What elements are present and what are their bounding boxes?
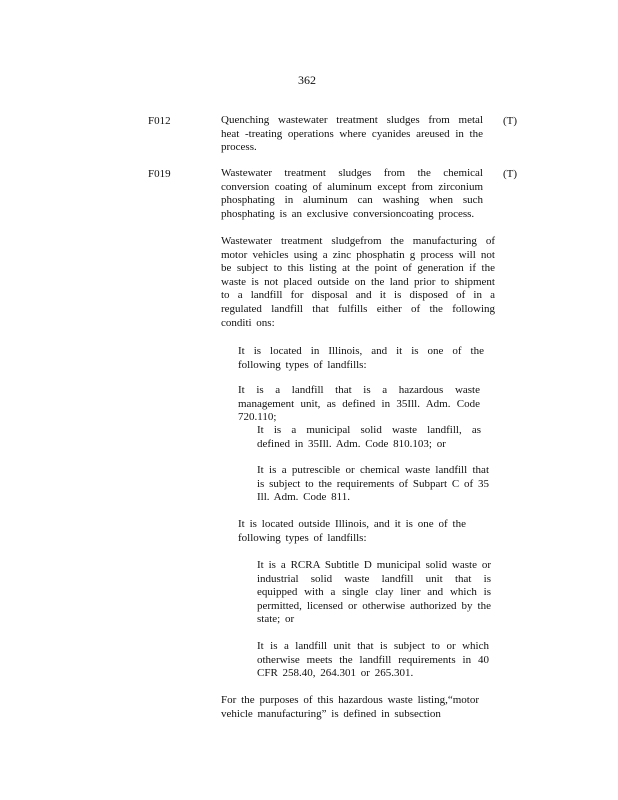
- condition-illinois: It is located in Illinois, and it is one of the following types of landfills:: [238, 345, 484, 371]
- waste-description-f012: Quenching wastewater treatment sludges from metal heat -treating operations where cyanides areused in the process.: [221, 114, 483, 154]
- waste-code-f012: F012: [148, 115, 171, 127]
- hazard-code-f012: (T): [503, 115, 518, 127]
- illinois-msw-landfill: It is a municipal solid waste landfill, as defined in 35Ill. Adm. Code 810.103; or: [257, 424, 481, 450]
- outside-rcra-landfill: It is a RCRA Subtitle D municipal solid waste or industrial solid waste landfill unit that is equipped with a single clay liner and which is permitted, licensed or otherwise authorized by the state; or: [257, 559, 491, 626]
- illinois-putrescible-landfill: It is a putrescible or chemical waste landfill that is subject to the requirements of Subpart C of 35 Ill. Adm. Code 811.: [257, 464, 489, 504]
- waste-code-f019: F019: [148, 168, 171, 180]
- outside-cfr-landfill: It is a landfill unit that is subject to or which otherwise meets the landfill requirements in 40 CFR 258.40, 264.301 or 265.301.: [257, 640, 489, 680]
- condition-outside-illinois: It is located outside Illinois, and it is one of the following types of landfills:: [238, 518, 466, 544]
- illinois-hazardous-landfill: It is a landfill that is a hazardous waste management unit, as defined in 35Ill. Adm. Code 720.110;: [238, 384, 480, 424]
- definition-paragraph: For the purposes of this hazardous waste listing,“motor vehicle manufacturing” is defined in subsection: [221, 694, 479, 720]
- page-number: 362: [298, 73, 316, 87]
- hazard-code-f019: (T): [503, 168, 518, 180]
- exemption-intro: Wastewater treatment sludgefrom the manufacturing of motor vehicles using a zinc phosphatin g process will not be subject to this listing at the point of generation if the waste is not placed outside on the land prior to shipment to a landfill for disposal and it is disposed of in a regulated landfill that fulfills either of the following conditi ons:: [221, 235, 495, 329]
- waste-description-f019: Wastewater treatment sludges from the chemical conversion coating of aluminum except from zirconium phosphating in aluminum can washing when such phosphating is an exclusive conversioncoating process.: [221, 167, 483, 220]
